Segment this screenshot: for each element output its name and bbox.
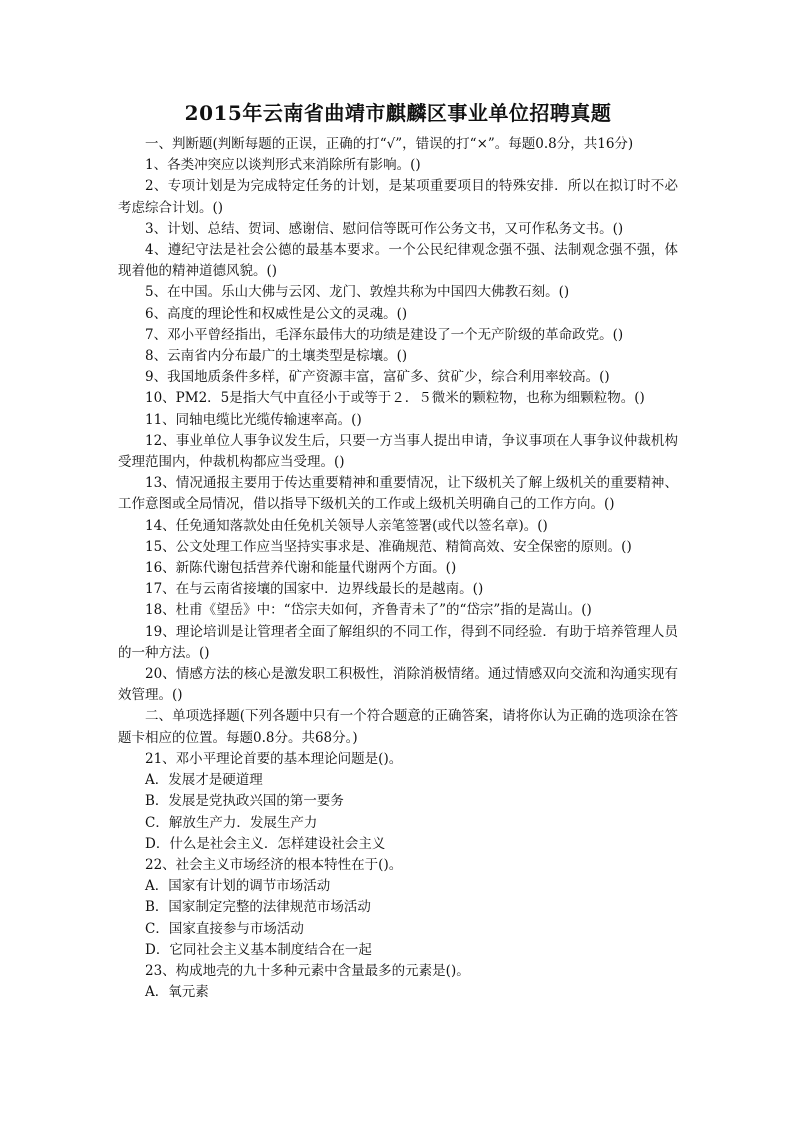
question-23: 23、构成地壳的九十多种元素中含量最多的元素是()。: [145, 962, 470, 979]
question-23-option-a: A．氧元素: [145, 984, 209, 1001]
question-5: 5、在中国。乐山大佛与云冈、龙门、敦煌共称为中国四大佛教石刻。(): [145, 284, 570, 301]
question-19: 19、理论培训是让管理者全面了解组织的不同工作，得到不同经验．有助于培养管理人员的一种方法。(): [118, 623, 678, 661]
question-2: 2、专项计划是为完成特定任务的计划，是某项重要项目的特殊安排．所以在拟订时不必考虑综合计划。(): [118, 178, 678, 216]
question-14: 14、任免通知落款处由任免机关领导人亲笔签署(或代以签名章)。(): [145, 517, 548, 534]
document-page: [118, 100, 678, 1003]
question-21-option-a: A．发展才是硬道理: [145, 772, 263, 789]
question-17: 17、在与云南省接壤的国家中．边界线最长的是越南。(): [145, 581, 484, 598]
question-21-option-b: B．发展是党执政兴国的第一要务: [145, 793, 344, 810]
document-title: 2015年云南省曲靖市麒麟区事业单位招聘真题: [184, 101, 612, 125]
section-heading-judgement: 一、判断题(判断每题的正误，正确的打“√”，错误的打“×”。每题0.8分，共16分): [145, 136, 634, 152]
question-21-option-c: C．解放生产力．发展生产力: [145, 814, 318, 831]
question-22: 22、社会主义市场经济的根本特性在于()。: [145, 856, 403, 873]
question-6: 6、高度的理论性和权威性是公文的灵魂。(): [145, 305, 408, 322]
question-15: 15、公文处理工作应当坚持实事求是、准确规范、精简高效、安全保密的原则。(): [145, 538, 632, 555]
question-18: 18、杜甫《望岳》中：“岱宗夫如何，齐鲁青未了”的“岱宗”指的是嵩山。(): [145, 602, 592, 619]
question-8: 8、云南省内分布最广的土壤类型是棕壤。(): [145, 348, 408, 365]
question-9: 9、我国地质条件多样，矿产资源丰富，富矿多、贫矿少，综合利用率较高。(): [145, 369, 610, 386]
question-11: 11、同轴电缆比光缆传输速率高。(): [145, 411, 362, 428]
question-22-option-c: C．国家直接参与市场活动: [145, 920, 304, 937]
question-21: 21、邓小平理论首要的基本理论问题是()。: [145, 750, 403, 767]
question-21-option-d: D．什么是社会主义．怎样建设社会主义: [145, 835, 386, 852]
question-1: 1、各类冲突应以谈判形式来消除所有影响。(): [145, 157, 421, 174]
section-heading-single-choice: 二、单项选择题(下列各题中只有一个符合题意的正确答案，请将你认为正确的选项涂在答题卡相应的位置。每题0.8分。共68分。): [118, 708, 678, 746]
question-12: 12、事业单位人事争议发生后，只要一方当事人提出申请，争议事项在人事争议仲裁机构受理范围内，仲裁机构都应当受理。(): [118, 432, 678, 471]
question-4: 4、遵纪守法是社会公德的最基本要求。一个公民纪律观念强不强、法制观念强不强，体现着他的精神道德风貌。(): [118, 242, 678, 280]
document-body: [118, 134, 678, 1003]
question-3: 3、计划、总结、贺词、感谢信、慰问信等既可作公务文书，又可作私务文书。(): [145, 220, 624, 237]
question-10: 10、PM2．5是指大气中直径小于或等于２．５微米的颗粒物，也称为细颗粒物。(): [145, 390, 645, 407]
question-22-option-d: D．它同社会主义基本制度结合在一起: [145, 941, 372, 958]
question-7: 7、邓小平曾经指出，毛泽东最伟大的功绩是建设了一个无产阶级的革命政党。(): [145, 326, 624, 343]
question-22-option-b: B．国家制定完整的法律规范市场活动: [145, 899, 371, 916]
question-16: 16、新陈代谢包括营养代谢和能量代谢两个方面。(): [145, 560, 457, 577]
question-22-option-a: A．国家有计划的调节市场活动: [145, 878, 331, 895]
question-13: 13、情况通报主要用于传达重要精神和重要情况，让下级机关了解上级机关的重要精神、工作意图或全局情况，借以指导下级机关的工作或上级机关明确自己的工作方向。(): [118, 475, 678, 513]
question-20: 20、情感方法的核心是激发职工积极性，消除消极情绪。通过情感双向交流和沟通实现有效管理。(): [118, 666, 678, 704]
